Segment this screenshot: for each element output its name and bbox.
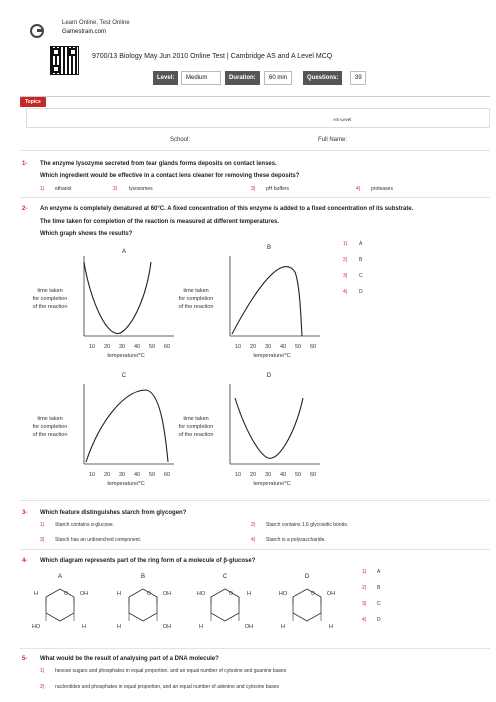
ring-substituent: OH: [79, 591, 89, 597]
divider: [20, 549, 490, 550]
ring-substituent: OH: [244, 624, 254, 630]
ring-substituent: OH: [326, 591, 336, 597]
y-axis-label: of the reaction: [178, 432, 214, 438]
question-text: Which feature distinguishes starch from glycogen?: [40, 510, 187, 516]
ring-substituent: H: [117, 624, 121, 630]
brand-tagline: Learn Online, Test Online: [62, 20, 130, 26]
option-number: 3): [40, 537, 45, 543]
question-text: Which ingredient would be effective in a contact lens cleaner for removing these deposits?: [40, 173, 300, 179]
x-tick-label: 50: [148, 472, 156, 478]
graph-curve: [232, 267, 302, 336]
option-number: 2): [251, 522, 256, 528]
question-text: The enzyme lysozyme secreted from tear glands forms deposits on contact lenses.: [40, 161, 277, 167]
graph-label: D: [266, 373, 272, 379]
ring-label: D: [304, 574, 310, 580]
glucose-ring: [293, 589, 321, 621]
option-text[interactable]: C: [359, 273, 363, 279]
x-tick-label: 30: [264, 472, 272, 478]
option-number: 1): [40, 522, 45, 528]
divider: [20, 500, 490, 501]
ring-oxygen: O: [147, 591, 151, 597]
option-number: 3): [251, 186, 256, 192]
ring-oxygen: O: [229, 591, 233, 597]
y-axis-label: of the reaction: [178, 304, 214, 310]
x-tick-label: 20: [249, 344, 257, 350]
graph-label: B: [266, 245, 272, 251]
page-title: 9700/13 Biology May Jun 2010 Online Test | Cambridge AS and A Level MCQ: [92, 53, 333, 60]
option-text[interactable]: A: [377, 569, 381, 575]
school-label: School:: [170, 137, 191, 143]
x-tick-label: 60: [309, 344, 317, 350]
x-tick-label: 40: [133, 472, 141, 478]
option-number: 4): [356, 186, 361, 192]
topics-badge[interactable]: Topics: [20, 97, 46, 107]
option-text[interactable]: nucleotides and phosphates in equal proportion, and an equal number of adenine and cytosine bases: [55, 684, 280, 690]
option-text[interactable]: hexose sugars and phosphates in equal proportion, and an equal number of cytosine and guanine bases: [55, 668, 287, 674]
y-axis-label: for completion: [32, 296, 68, 302]
option-number: 2): [343, 257, 348, 263]
question-number: 5-: [22, 656, 28, 662]
option-text[interactable]: ethanol: [55, 186, 72, 192]
ring-substituent: H: [199, 624, 203, 630]
question-number: 4-: [22, 558, 28, 564]
graph-curve: [235, 398, 303, 458]
option-number: 4): [362, 617, 367, 623]
x-tick-label: 10: [88, 472, 96, 478]
x-axis-label: temperature/°C: [253, 353, 291, 359]
x-tick-label: 40: [279, 472, 287, 478]
questions-label: Questions:: [303, 71, 342, 85]
x-tick-label: 60: [163, 344, 171, 350]
option-text[interactable]: lysosomes: [129, 186, 153, 192]
option-text[interactable]: A: [359, 241, 363, 247]
ring-label: A: [57, 574, 63, 580]
x-tick-label: 50: [294, 472, 302, 478]
glucose-ring: [46, 589, 74, 621]
ring-oxygen: O: [311, 591, 315, 597]
ring-substituent: H: [34, 591, 38, 597]
option-text[interactable]: D: [377, 617, 381, 623]
ring-substituent: H: [82, 624, 86, 630]
questions-value: 39: [350, 71, 366, 85]
y-axis-label: of the reaction: [32, 432, 68, 438]
option-number: 1): [343, 241, 348, 247]
option-number: 4): [343, 289, 348, 295]
ring-substituent: H: [281, 624, 285, 630]
option-text[interactable]: C: [377, 601, 381, 607]
option-number: 2): [362, 585, 367, 591]
ring-substituent: H: [329, 624, 333, 630]
graph-curve: [86, 390, 168, 462]
graph-label: A: [121, 249, 127, 255]
option-number: 1): [40, 668, 45, 674]
y-axis-label: of the reaction: [32, 304, 68, 310]
option-text[interactable]: Starch contains α-glucose.: [55, 522, 115, 528]
option-number: 4): [251, 537, 256, 543]
option-number: 2): [113, 186, 118, 192]
topic-level-tag: AS-Level: [333, 117, 352, 122]
graph-curve: [84, 262, 151, 333]
ring-substituent: HO: [278, 591, 288, 597]
question-text: An enzyme is completely denatured at 60°C. A fixed concentration of this enzyme is added to a fixed concentration of its substrate.: [40, 206, 414, 212]
fullname-label: Full Name:: [318, 137, 348, 143]
question-text: The time taken for completion of the reaction is measured at different temperatures.: [40, 219, 280, 225]
x-tick-label: 10: [234, 472, 242, 478]
question-number: 3-: [22, 510, 28, 516]
x-tick-label: 10: [234, 344, 242, 350]
option-number: 2): [40, 684, 45, 690]
x-tick-label: 20: [249, 472, 257, 478]
y-axis-label: for completion: [178, 296, 214, 302]
ring-substituent: H: [117, 591, 121, 597]
ring-label: B: [140, 574, 146, 580]
y-axis-label: time taken: [37, 288, 63, 294]
question-text: Which graph shows the results?: [40, 231, 133, 237]
y-axis-label: for completion: [178, 424, 214, 430]
option-text[interactable]: proteases: [371, 186, 393, 192]
x-tick-label: 60: [163, 472, 171, 478]
question-number: 2-: [22, 206, 28, 212]
option-text[interactable]: B: [359, 257, 363, 263]
ring-substituent: HO: [31, 624, 41, 630]
ring-oxygen: O: [64, 591, 68, 597]
option-text[interactable]: Starch has an unbranched component.: [55, 537, 142, 543]
x-tick-label: 20: [103, 472, 111, 478]
glucose-ring: [211, 589, 239, 621]
ring-substituent: HO: [196, 591, 206, 597]
x-axis-label: temperature/°C: [107, 353, 145, 359]
option-text[interactable]: Starch contains 1,6 glycosidic bonds.: [266, 522, 349, 528]
option-text[interactable]: D: [359, 289, 363, 295]
ring-substituent: OH: [162, 591, 172, 597]
option-text[interactable]: pH buffers: [266, 186, 289, 192]
x-tick-label: 30: [118, 472, 126, 478]
option-number: 3): [362, 601, 367, 607]
level-label: Level:: [153, 71, 178, 85]
level-value: Medium: [181, 71, 221, 85]
ring-substituent: OH: [162, 624, 172, 630]
x-axis-label: temperature/°C: [253, 481, 291, 487]
x-tick-label: 50: [294, 344, 302, 350]
duration-label: Duration:: [225, 71, 260, 85]
divider: [20, 648, 490, 649]
option-text[interactable]: B: [377, 585, 381, 591]
question-number: 1-: [22, 161, 28, 167]
x-axis-label: temperature/°C: [107, 481, 145, 487]
x-tick-label: 30: [264, 344, 272, 350]
ring-label: C: [222, 574, 228, 580]
x-tick-label: 10: [88, 344, 96, 350]
x-tick-label: 40: [133, 344, 141, 350]
ring-substituent: H: [247, 591, 251, 597]
y-axis-label: for completion: [32, 424, 68, 430]
option-number: 1): [362, 569, 367, 575]
y-axis-label: time taken: [37, 416, 63, 422]
x-tick-label: 40: [279, 344, 287, 350]
y-axis-label: time taken: [183, 416, 209, 422]
graph-label: C: [121, 373, 127, 379]
x-tick-label: 50: [148, 344, 156, 350]
brand-site[interactable]: Gamestrain.com: [62, 29, 107, 35]
duration-value: 60 min: [264, 71, 292, 85]
x-tick-label: 20: [103, 344, 111, 350]
option-text[interactable]: Starch is a polysaccharide.: [266, 537, 326, 543]
option-number: 3): [343, 273, 348, 279]
option-number: 1): [40, 186, 45, 192]
question-text: What would be the result of analysing part of a DNA molecule?: [40, 656, 219, 662]
glucose-ring: [129, 589, 157, 621]
question-text: Which diagram represents part of the ring form of a molecule of β-glucose?: [40, 558, 256, 564]
y-axis-label: time taken: [183, 288, 209, 294]
x-tick-label: 60: [309, 472, 317, 478]
x-tick-label: 30: [118, 344, 126, 350]
